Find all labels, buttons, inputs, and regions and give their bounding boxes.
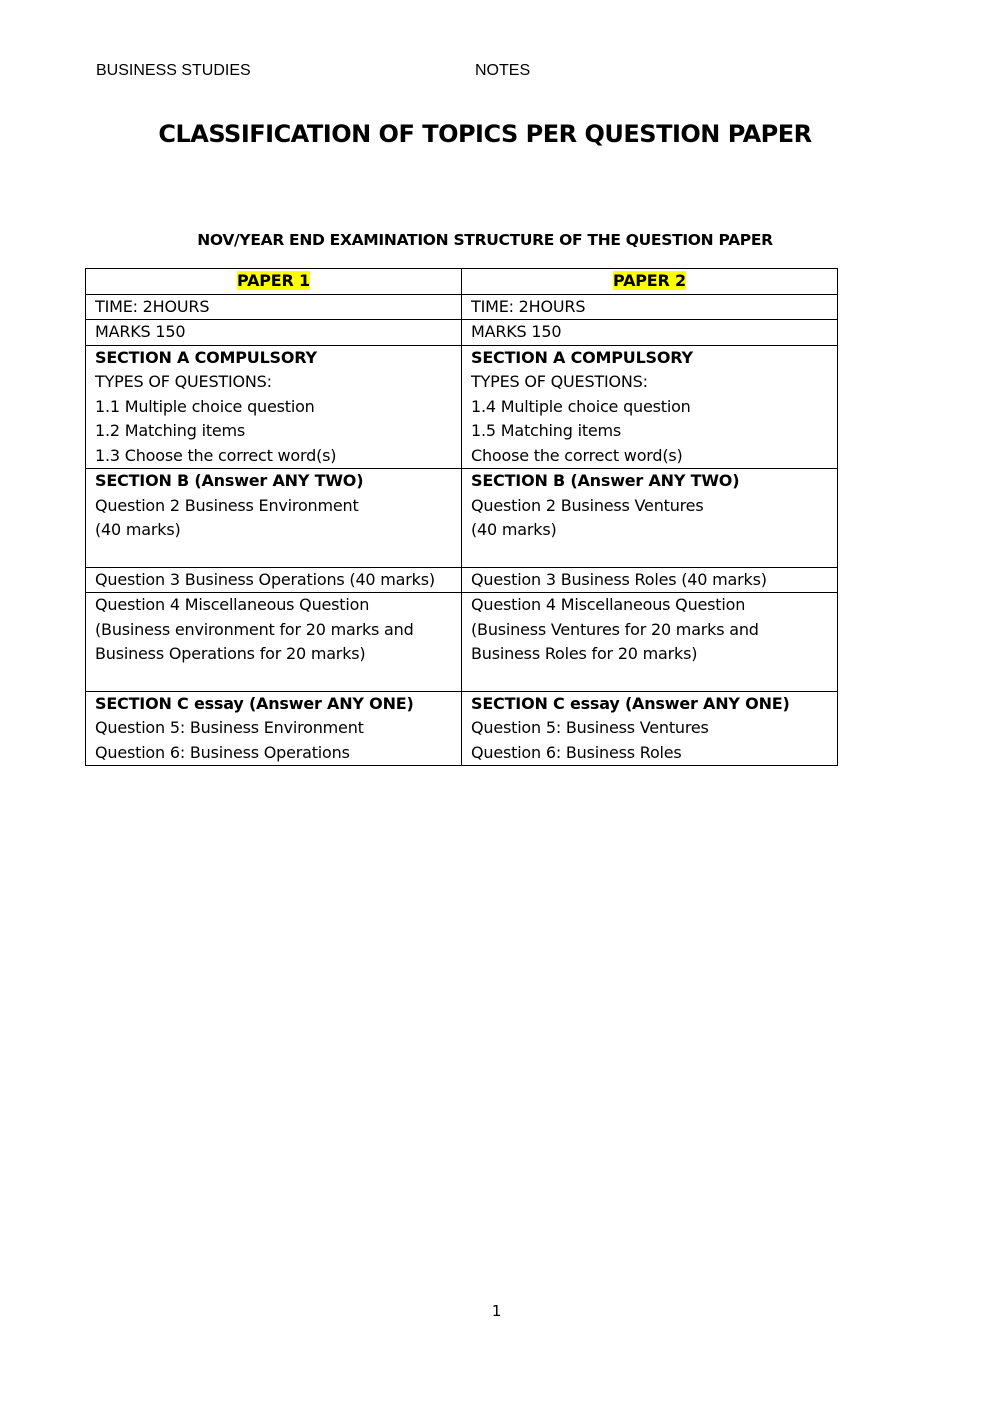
table-row-q4 [86,593,838,692]
paper1-q2-line2: (40 marks) [95,520,181,539]
paper1-section-a-item: 1.3 Choose the correct word(s) [95,445,337,465]
table-row-section-b [86,469,838,568]
paper1-section-a [86,345,462,469]
paper1-section-b-title: SECTION B (Answer ANY TWO) [95,471,364,490]
paper2-q5: Question 5: Business Ventures [471,718,709,737]
paper2-q3: Question 3 Business Roles (40 marks) [462,567,838,593]
paper1-section-c-title: SECTION C essay (Answer ANY ONE) [95,693,414,713]
paper2-q4-line: (Business Ventures for 20 marks and [471,619,759,639]
paper1-types-label: TYPES OF QUESTIONS: [95,372,272,391]
paper1-q4-line: (Business environment for 20 marks and [95,619,414,639]
table-row-section-a [86,345,838,469]
paper2-section-a-item: 1.5 Matching items [471,421,622,440]
paper1-marks: MARKS 150 [86,320,462,346]
table-row-time [86,294,838,320]
table-row-q3 [86,567,838,593]
table-row-marks [86,320,838,346]
paper1-section-b [86,469,462,568]
paper1-heading: PAPER 1 [237,271,310,290]
paper2-section-b [462,469,838,568]
paper2-section-a [462,345,838,469]
paper2-time: TIME: 2HOURS [462,294,838,320]
paper1-q4 [86,593,462,692]
paper1-q4-line: Business Operations for 20 marks) [95,644,366,663]
paper1-q4-line: Question 4 Miscellaneous Question [95,595,370,614]
paper1-section-a-item: 1.2 Matching items [95,421,246,440]
paper2-section-c [462,691,838,766]
paper1-q5: Question 5: Business Environment [95,718,364,737]
section-subtitle: NOV/YEAR END EXAMINATION STRUCTURE OF THE QUESTION PAPER [197,231,773,249]
paper2-section-b-title: SECTION B (Answer ANY TWO) [471,471,740,490]
paper2-section-a-item: Choose the correct word(s) [471,445,683,465]
exam-structure-table [85,268,838,766]
paper1-q6: Question 6: Business Operations [95,742,350,762]
paper1-header-cell [86,269,462,295]
paper1-q2-line1: Question 2 Business Environment [95,495,359,515]
paper2-types-label: TYPES OF QUESTIONS: [471,372,648,391]
paper1-q3: Question 3 Business Operations (40 marks) [86,567,462,593]
table-header-row [86,269,838,295]
paper2-heading: PAPER 2 [613,271,686,290]
paper1-section-a-title: SECTION A COMPULSORY [95,347,317,367]
header-subject: BUSINESS STUDIES [96,62,251,79]
paper2-marks: MARKS 150 [462,320,838,346]
paper2-q4-line: Business Roles for 20 marks) [471,644,698,663]
paper2-header-cell [462,269,838,295]
paper2-q2-line1: Question 2 Business Ventures [471,495,704,515]
paper2-q4 [462,593,838,692]
paper1-section-c [86,691,462,766]
page-title: CLASSIFICATION OF TOPICS PER QUESTION PAPER [158,120,812,148]
header-notes-label: NOTES [475,62,531,79]
table-row-section-c [86,691,838,766]
paper1-section-a-item: 1.1 Multiple choice question [95,396,315,416]
paper2-q6: Question 6: Business Roles [471,742,682,762]
paper2-q4-line: Question 4 Miscellaneous Question [471,595,746,614]
paper1-time: TIME: 2HOURS [86,294,462,320]
paper2-q2-line2: (40 marks) [471,520,557,539]
paper2-section-a-item: 1.4 Multiple choice question [471,396,691,416]
paper2-section-a-title: SECTION A COMPULSORY [471,347,693,367]
page-number: 1 [491,1302,502,1320]
paper2-section-c-title: SECTION C essay (Answer ANY ONE) [471,693,790,713]
